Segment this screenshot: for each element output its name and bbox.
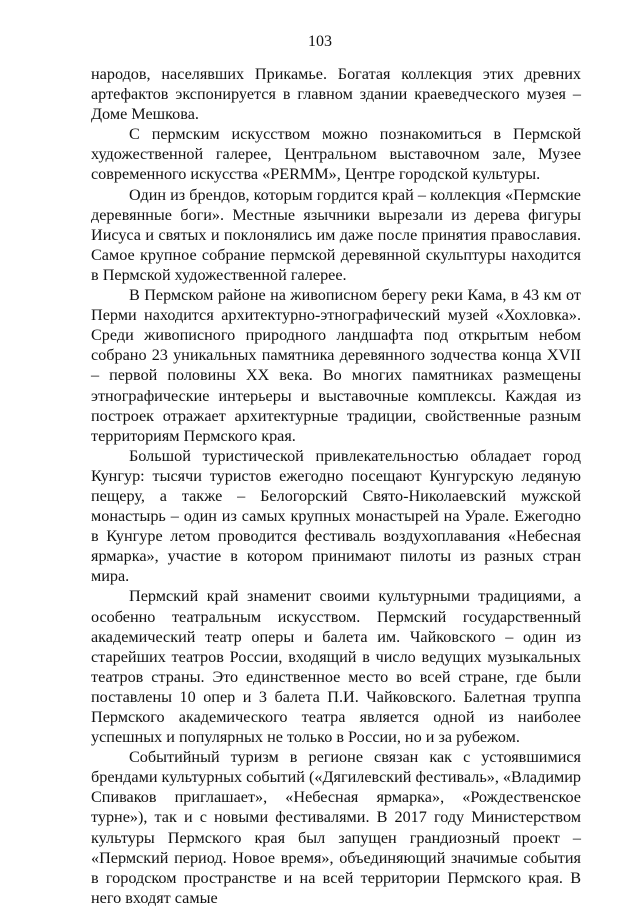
paragraph-kungur: Большой туристической привлекательностью обладает город Кунгур: тысячи туристов ежегодно посещают Кунгурскую ледяную пещеру, а также – Белогорский Свято-Николаевский мужской монастырь – один из самых крупных монастырей на Урале. Ежегодно в Кунгуре летом проводится фестиваль воздухоплавания «Небесная ярмарка», участие в котором принимают пилоты из разных стран мира. [91,446,581,586]
paragraph-event-tourism: Событийный туризм в регионе связан как с устоявшимися брендами культурных событий («Дягилевский фестиваль», «Владимир Спиваков приглашает», «Небесная ярмарка», «Рождественское турне»), так и с новыми фестивалями. В 2017 году Министерством культуры Пермского края был запущен грандиозный проект – «Пермский период. Новое время», объединяющий значимые события в городском пространстве и на всей территории Пермского края. В него входят самые [91,748,581,907]
paragraph-khokhlovka: В Пермском районе на живописном берегу реки Кама, в 43 км от Перми находится архитектурно-этнографический музей «Хохловка». Среди живописного природного ландшафта под открытым небом собрано 23 уникальных памятника деревянного зодчества конца XVII – первой половины XX века. Во многих памятниках размещены этнографические интерьеры и выставочные комплексы. Каждая из построек отражает архитектурные традиции, свойственные разным территориям Пермского края. [91,286,581,445]
document-body [91,64,581,908]
page-number: 103 [308,33,332,50]
paragraph-wooden-gods: Один из брендов, которым гордится край – коллекция «Пермские деревянные боги». Местные язычники вырезали из дерева фигуры Иисуса и святых и поклонялись им даже после принятия православия. Самое крупное собрание пермской деревянной скульптуры находится в Пермской художественной галерее. [91,185,581,284]
paragraph-continued: народов, населявших Прикамье. Богатая коллекция этих древних артефактов экспонируется в главном здании краеведческого музея – Доме Мешкова. [91,65,581,124]
paragraph-perm-art: С пермским искусством можно познакомиться в Пермской художественной галерее, Центральном выставочном зале, Музее современного искусства «PERMM», Центре городской культуры. [91,125,581,184]
paragraph-theatre: Пермский край знаменит своими культурными традициями, а особенно театральным искусством. Пермский государственный академический театр оперы и балета им. Чайковского – один из старейших театров России, входящий в число ведущих музыкальных театров страны. Это единственное место во всей стране, где были поставлены 10 опер и 3 балета П.И. Чайковского. Балетная труппа Пермского академического театра является одной из наиболее успешных и популярных не только в России, но и за рубежом. [91,587,581,747]
